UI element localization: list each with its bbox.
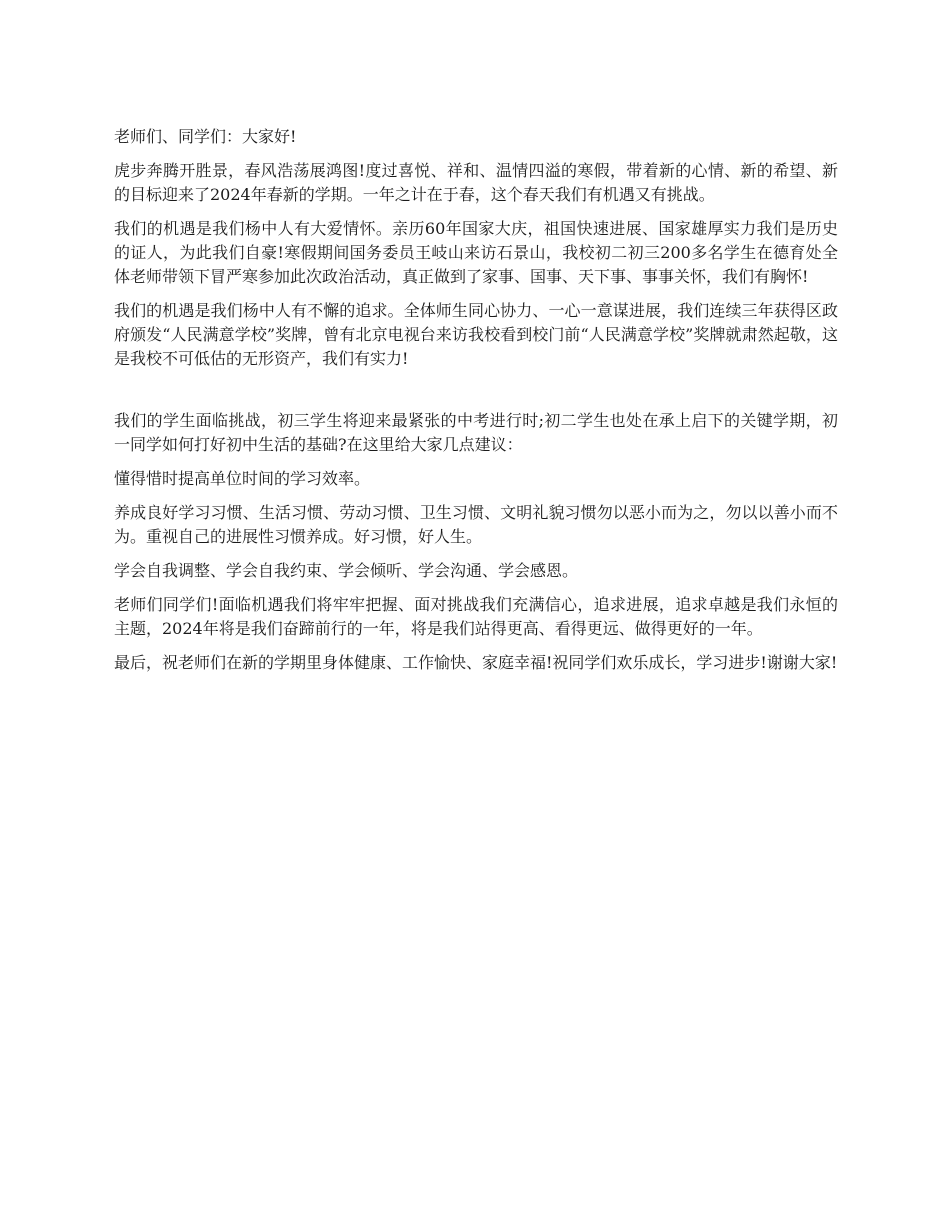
opening-paragraph: 虎步奔腾开胜景，春风浩荡展鸿图!度过喜悦、祥和、温情四溢的寒假，带着新的心情、新的希望、新的目标迎来了2024年春新的学期。一年之计在于春，这个春天我们有机遇又有挑战。 (114, 161, 838, 204)
suggestion-habits-paragraph: 养成良好学习习惯、生活习惯、劳动习惯、卫生习惯、文明礼貌习惯勿以恶小而为之，勿以以善小而不为。重视自己的进展性习惯养成。好习惯，好人生。 (114, 503, 838, 546)
closing-paragraph: 最后，祝老师们在新的学期里身体健康、工作愉快、家庭幸福!祝同学们欢乐成长，学习进步!谢谢大家! (114, 653, 838, 672)
resolve-paragraph: 老师们同学们!面临机遇我们将牢牢把握、面对挑战我们充满信心，追求进展，追求卓越是我们永恒的主题，2024年将是我们奋蹄前行的一年，将是我们站得更高、看得更远、做得更好的一年。 (114, 595, 838, 638)
challenge-paragraph: 我们的学生面临挑战，初三学生将迎来最紧张的中考进行时;初二学生也处在承上启下的关键学期，初一同学如何打好初中生活的基础?在这里给大家几点建议： (114, 411, 838, 454)
pursuit-paragraph: 我们的机遇是我们杨中人有不懈的追求。全体师生同心协力、一心一意谋进展，我们连续三年获得区政府颁发“人民满意学校”奖牌，曾有北京电视台来访我校看到校门前“人民满意学校”奖牌就肃然起敬，这是我校不可低估的无形资产，我们有实力! (114, 301, 838, 368)
opportunity-paragraph: 我们的机遇是我们杨中人有大爱情怀。亲历60年国家大庆，祖国快速进展、国家雄厚实力我们是历史的证人，为此我们自豪!寒假期间国务委员王岐山来访石景山，我校初二初三200多名学生在德育处全体老师带领下冒严寒参加此次政治活动，真正做到了家事、国事、天下事、事事关怀，我们有胸怀! (114, 219, 838, 286)
greeting-paragraph: 老师们、同学们：大家好! (114, 127, 297, 146)
suggestion-time-paragraph: 懂得惜时提高单位时间的学习效率。 (114, 469, 371, 488)
document-body (114, 125, 838, 685)
suggestion-self-paragraph: 学会自我调整、学会自我约束、学会倾听、学会沟通、学会感恩。 (114, 561, 579, 580)
